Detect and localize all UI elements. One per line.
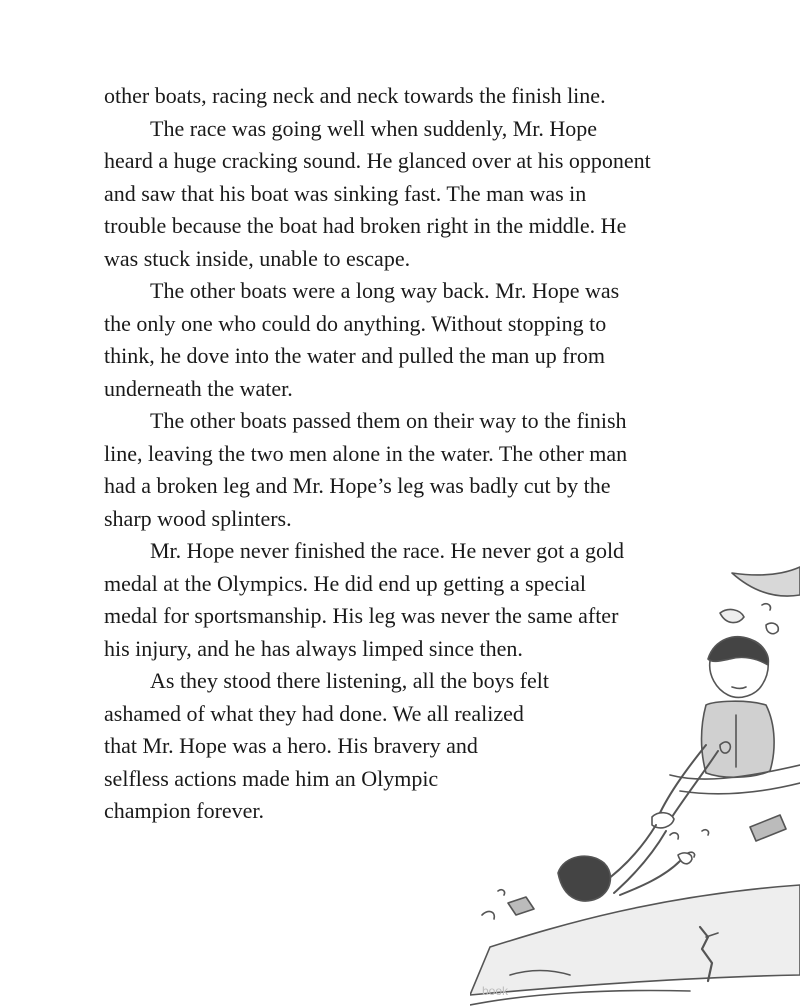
rescue-illustration-icon [470, 555, 800, 1007]
text-line: the only one who could do anything. Without stopping to [104, 310, 607, 336]
paragraph [104, 405, 651, 535]
text-line: ashamed of what they had done. We all realized [104, 700, 524, 726]
text-line: heard a huge cracking sound. He glanced over at his opponent [104, 148, 651, 173]
paragraph [104, 80, 651, 113]
text-line: The race was going well when suddenly, Mr. Hope [150, 115, 598, 141]
text-line: champion forever. [104, 798, 265, 823]
text-line: medal for sportsmanship. His leg was never the same after [104, 603, 619, 628]
text-line: and saw that his boat was sinking fast. The man was in [104, 180, 587, 206]
text-line: trouble because the boat had broken right in the middle. He [104, 213, 627, 238]
text-line: The other boats passed them on their way to the finish [150, 408, 627, 433]
text-line: his injury, and he has always limped since then. [104, 635, 523, 661]
text-line: that Mr. Hope was a hero. His bravery and [104, 733, 478, 758]
text-line: underneath the water. [104, 375, 293, 401]
text-line: line, leaving the two men alone in the water. The other man [104, 440, 628, 466]
text-line: think, he dove into the water and pulled the man up from [104, 343, 605, 368]
text-line: The other boats were a long way back. Mr. Hope was [150, 278, 620, 303]
paragraph [104, 275, 651, 405]
paragraph [104, 113, 651, 276]
text-line: had a broken leg and Mr. Hope’s leg was badly cut by the [104, 473, 611, 498]
text-line: medal at the Olympics. He did end up getting a special [104, 570, 587, 596]
text-line: sharp wood splinters. [104, 505, 292, 531]
text-line: As they stood there listening, all the boys felt [150, 668, 549, 693]
text-line: was stuck inside, unable to escape. [104, 245, 411, 271]
text-line: other boats, racing neck and neck towards the finish line. [104, 83, 606, 108]
text-line: selfless actions made him an Olympic [104, 765, 439, 791]
text-line: Mr. Hope never finished the race. He never got a gold [150, 538, 625, 563]
watermark-text: book [482, 984, 509, 998]
